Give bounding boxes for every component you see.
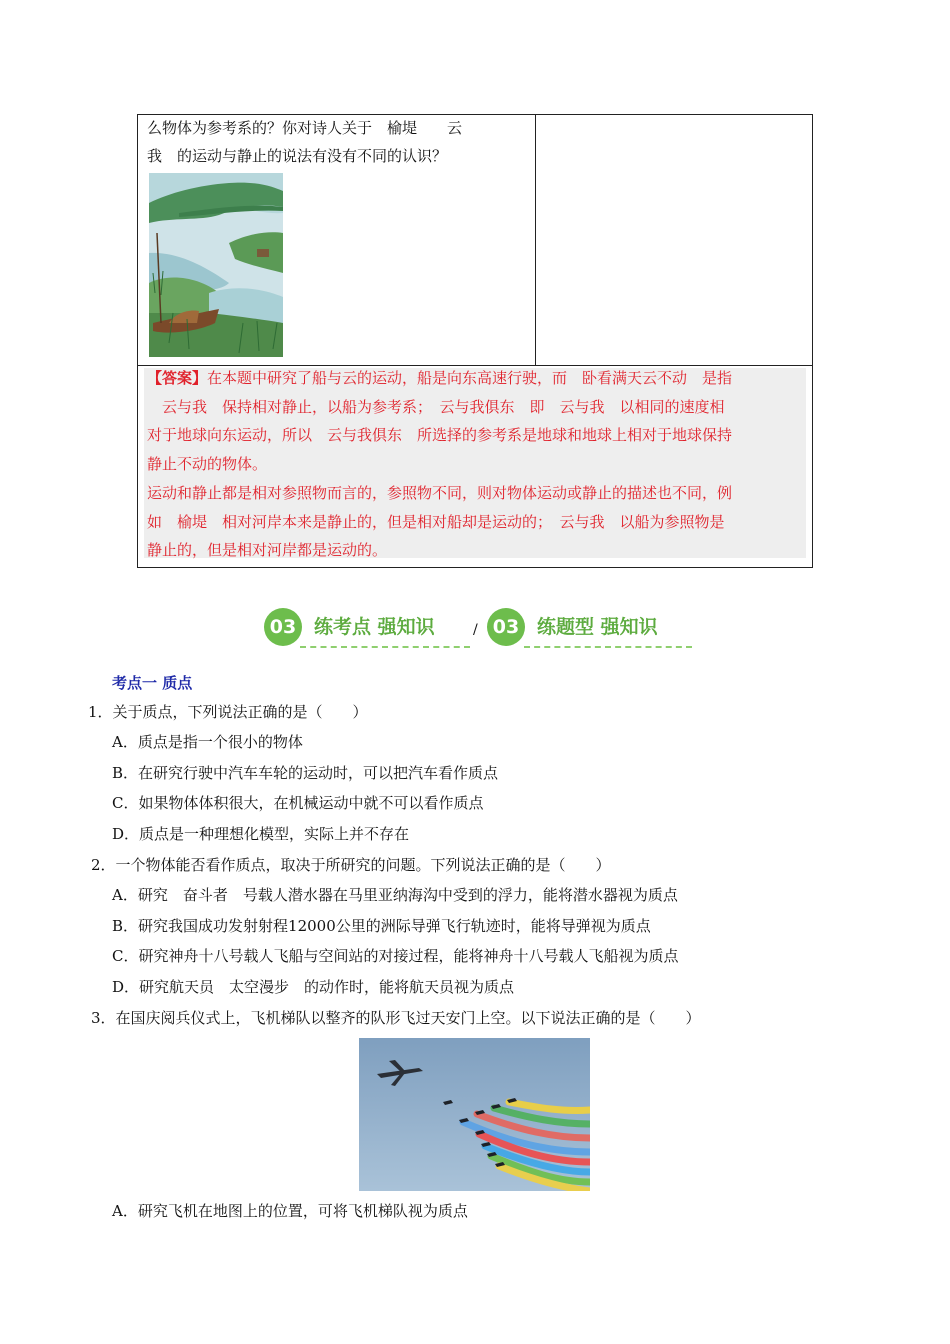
answer-line-2: 云与我 保持相对静止，以船为参考系； 云与我俱东 即 云与我 以相同的速度相: [147, 398, 725, 416]
section-heading: 考点一 质点: [112, 674, 193, 692]
section-badge-1: 03: [264, 608, 302, 646]
answer-line-6: 如 榆堤 相对河岸本来是静止的，但是相对船却是运动的； 云与我 以船为参照物是: [147, 513, 725, 531]
aircraft-formation-photo: [359, 1038, 590, 1191]
q1-option-a[interactable]: A．质点是指一个很小的物体: [112, 733, 303, 751]
question-text-line-2: 我 的运动与静止的说法有没有不同的认识？: [147, 147, 448, 165]
table-column-divider: [535, 115, 536, 365]
banner-separator: /: [473, 622, 478, 638]
q2-stem: 2．一个物体能否看作质点，取决于所研究的问题。下列说法正确的是（ ）: [91, 856, 611, 874]
q1-stem: 1．关于质点，下列说法正确的是（ ）: [88, 703, 368, 721]
q3-option-a[interactable]: A．研究飞机在地图上的位置，可将飞机梯队视为质点: [112, 1202, 468, 1220]
answer-text: 在本题中研究了船与云的运动，船是向东高速行驶，而 卧看满天云不动 是指: [207, 369, 733, 387]
question-text-line-1: 么物体为参考系的？你对诗人关于 榆堤 云: [147, 119, 463, 137]
answer-line-5: 运动和静止都是相对参照物而言的，参照物不同，则对物体运动或静止的描述也不同，例: [147, 484, 733, 502]
question-answer-table: [137, 114, 813, 568]
section-badge-2: 03: [487, 608, 525, 646]
answer-label: 【答案】: [147, 369, 208, 387]
banner-title-1: 练考点 强知识: [314, 616, 435, 638]
table-row-divider: [138, 365, 812, 366]
q1-option-c[interactable]: C．如果物体体积很大，在机械运动中就不可以看作质点: [112, 794, 484, 812]
answer-line-3: 对于地球向东运动，所以 云与我俱东 所选择的参考系是地球和地球上相对于地球保持: [147, 426, 733, 444]
answer-line-7: 静止的，但是相对河岸都是运动的。: [147, 541, 388, 559]
q1-option-b[interactable]: B．在研究行驶中汽车车轮的运动时，可以把汽车看作质点: [112, 764, 499, 782]
banner-underline-1: [300, 646, 470, 648]
q3-stem: 3．在国庆阅兵仪式上，飞机梯队以整齐的队形飞过天安门上空。以下说法正确的是（ ）: [91, 1009, 701, 1027]
q2-option-d[interactable]: D．研究航天员 太空漫步 的动作时，能将航天员视为质点: [112, 978, 515, 996]
q2-option-b[interactable]: B．研究我国成功发射射程12000公里的洲际导弹飞行轨迹时，能将导弹视为质点: [112, 917, 651, 935]
q2-option-a[interactable]: A．研究 奋斗者 号载人潜水器在马里亚纳海沟中受到的浮力，能将潜水器视为质点: [112, 886, 678, 904]
banner-title-2: 练题型 强知识: [537, 616, 658, 638]
answer-line-4: 静止不动的物体。: [147, 455, 268, 473]
q2-option-c[interactable]: C．研究神舟十八号载人飞船与空间站的对接过程，能将神舟十八号载人飞船视为质点: [112, 947, 679, 965]
river-landscape-illustration: [149, 173, 283, 357]
answer-line-1: [147, 368, 732, 388]
banner-underline-2: [524, 646, 692, 648]
q1-option-d[interactable]: D．质点是一种理想化模型，实际上并不存在: [112, 825, 410, 843]
